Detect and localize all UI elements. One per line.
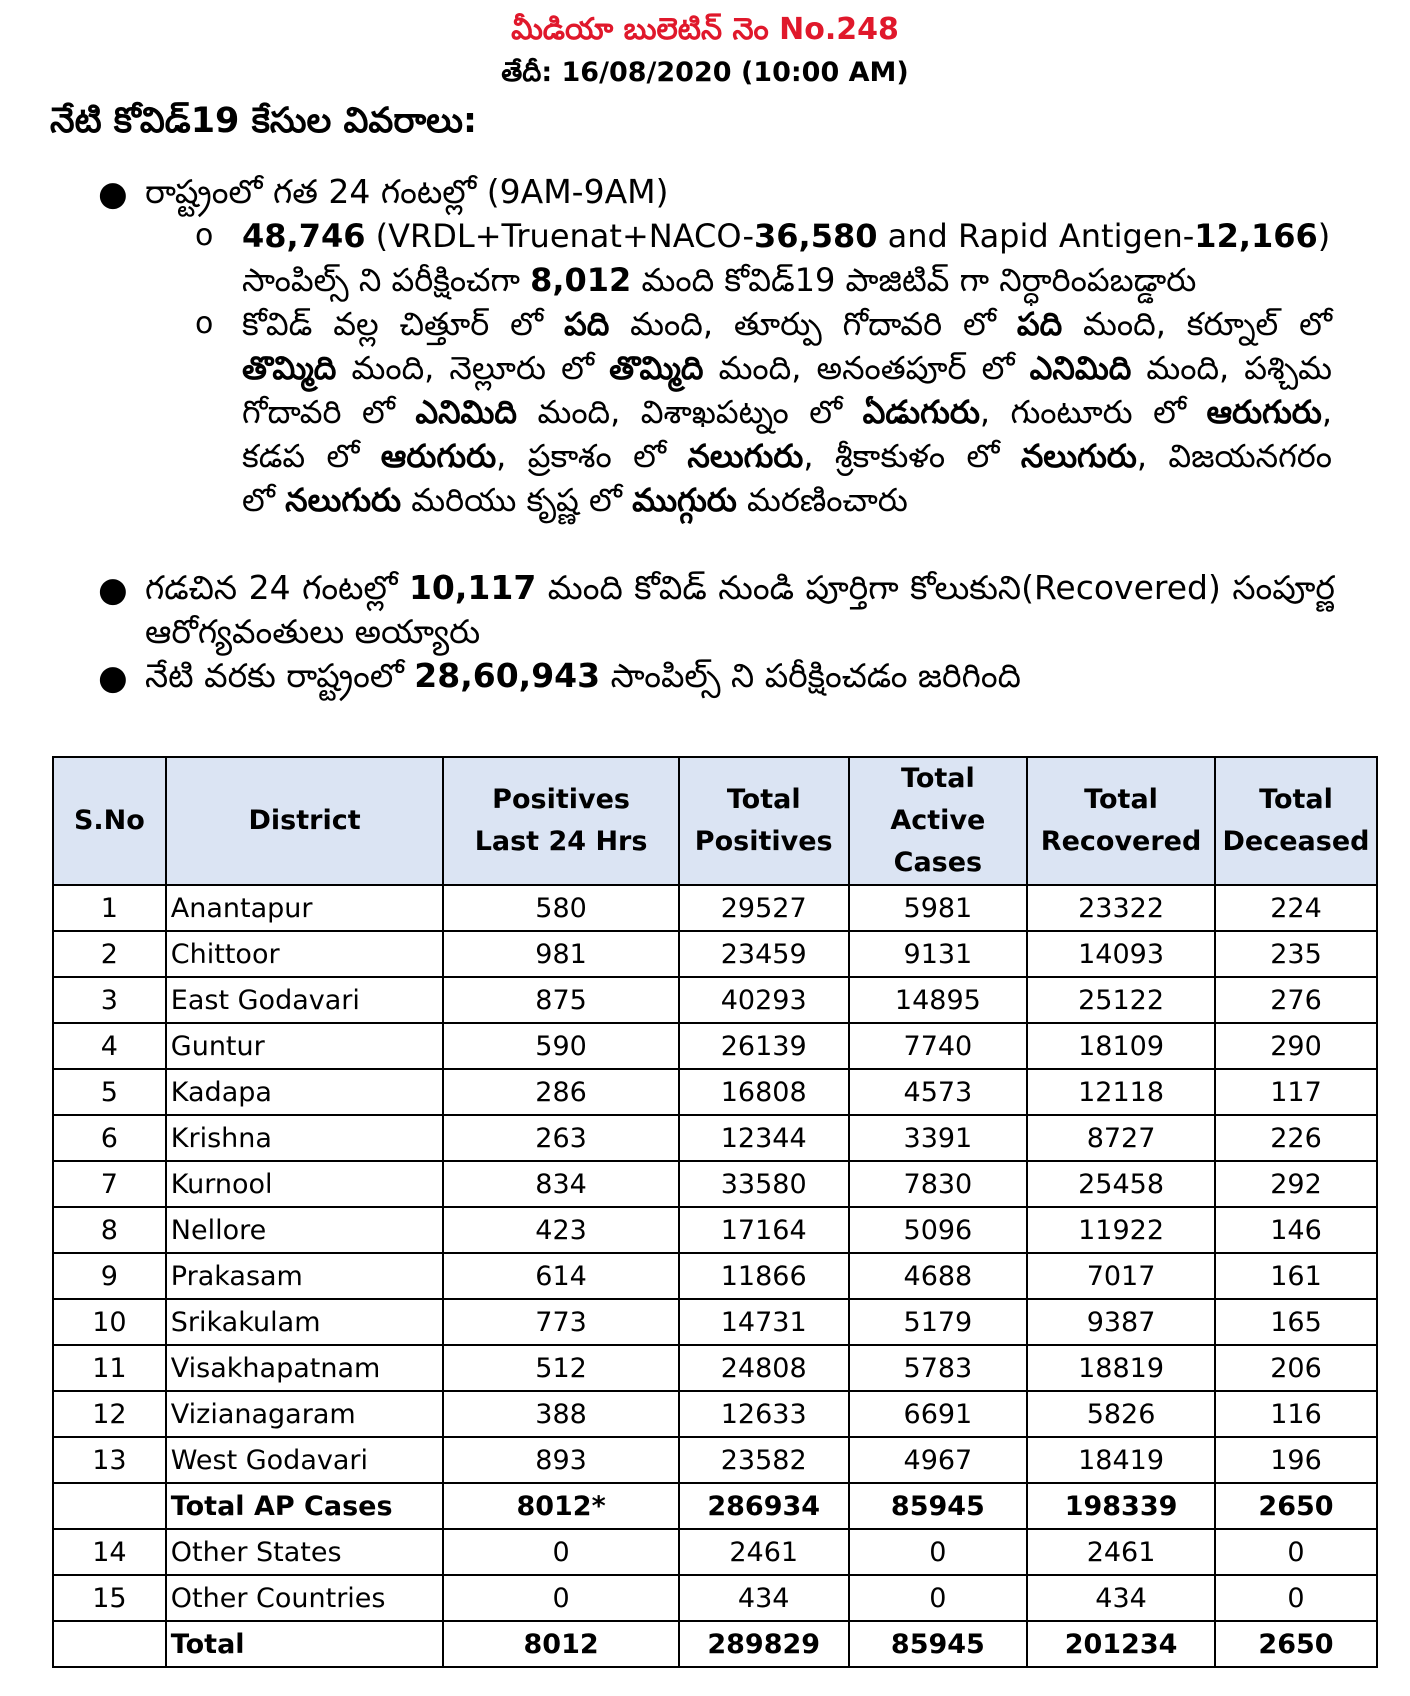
table-header-row <box>53 757 1377 885</box>
value-cell: 263 <box>443 1115 678 1161</box>
text-span: మంది, కర్నూల్ లో <box>1062 305 1333 343</box>
sub-bullet-2-line-4 <box>242 434 1332 478</box>
text-span: మరణించారు <box>736 481 908 519</box>
table-row <box>53 1069 1377 1115</box>
district-cell: Nellore <box>166 1207 444 1253</box>
value-cell: 8727 <box>1027 1115 1215 1161</box>
serial-cell: 15 <box>53 1575 166 1621</box>
table-body <box>53 885 1377 1667</box>
table-row <box>53 1207 1377 1253</box>
value-cell: 289829 <box>679 1621 849 1667</box>
value-cell: 235 <box>1215 931 1377 977</box>
value-cell: 165 <box>1215 1299 1377 1345</box>
bulletin-date <box>0 55 1410 91</box>
district-cell: Total AP Cases <box>166 1483 444 1529</box>
value-cell: 16808 <box>679 1069 849 1115</box>
text-span: మంది, పశ్చిమ <box>1131 349 1332 387</box>
text-span: సాంపిల్స్ ని పరీక్షించగా <box>242 261 531 299</box>
value-cell: 614 <box>443 1253 678 1299</box>
text-span: సాంపిల్స్ ని పరీక్షించడం జరిగింది <box>600 656 1021 695</box>
value-cell: 0 <box>443 1575 678 1621</box>
text-span: మంది, విశాఖపట్నం లో <box>517 393 863 431</box>
serial-cell: 2 <box>53 931 166 977</box>
value-cell: 33580 <box>679 1161 849 1207</box>
text-span: (VRDL+Truenat+NACO- <box>365 217 754 255</box>
table-row <box>53 1115 1377 1161</box>
text-span: లో <box>242 481 286 519</box>
serial-cell: 1 <box>53 885 166 931</box>
text-span: , విజయనగరం <box>1136 437 1332 475</box>
district-cell: Anantapur <box>166 885 444 931</box>
value-cell: 25458 <box>1027 1161 1215 1207</box>
value-cell: 12118 <box>1027 1069 1215 1115</box>
value-cell: 85945 <box>849 1483 1028 1529</box>
value-cell: 25122 <box>1027 977 1215 1023</box>
value-cell: 26139 <box>679 1023 849 1069</box>
district-cell: Guntur <box>166 1023 444 1069</box>
table-row <box>53 1437 1377 1483</box>
value-cell: 434 <box>679 1575 849 1621</box>
value-cell: 226 <box>1215 1115 1377 1161</box>
bold-span: పది <box>563 305 610 343</box>
value-cell: 196 <box>1215 1437 1377 1483</box>
table-row <box>53 1299 1377 1345</box>
value-cell: 5096 <box>849 1207 1028 1253</box>
bold-span: నలుగురు <box>285 481 402 519</box>
value-cell: 14093 <box>1027 931 1215 977</box>
date-label: తేదీ: <box>501 57 553 88</box>
column-header <box>679 757 849 885</box>
value-cell: 0 <box>849 1575 1028 1621</box>
column-header <box>1027 757 1215 885</box>
total-samples-count: 28,60,943 <box>414 656 601 695</box>
serial-cell: 8 <box>53 1207 166 1253</box>
value-cell: 146 <box>1215 1207 1377 1253</box>
bold-span: పది <box>1016 305 1063 343</box>
table-row <box>53 1345 1377 1391</box>
value-cell: 201234 <box>1027 1621 1215 1667</box>
bold-span: ఎనిమిది <box>415 393 518 431</box>
district-cell: Total <box>166 1621 444 1667</box>
serial-cell: 12 <box>53 1391 166 1437</box>
district-cell: Other Countries <box>166 1575 444 1621</box>
bullet-1-text: రాష్ట్రంలో గత 24 గంటల్లో (9AM-9AM) <box>145 172 669 211</box>
column-header-line: Total <box>900 763 975 794</box>
value-cell: 23322 <box>1027 885 1215 931</box>
sub-bullet-marker: o <box>195 218 214 253</box>
samples-tested-count: 48,746 <box>242 217 366 255</box>
text-span: మంది, నెల్లూరు లో <box>336 349 610 387</box>
value-cell: 8012* <box>443 1483 678 1529</box>
antigen-count: 12,166 <box>1194 217 1318 255</box>
value-cell: 117 <box>1215 1069 1377 1115</box>
serial-cell: 4 <box>53 1023 166 1069</box>
value-cell: 18419 <box>1027 1437 1215 1483</box>
value-cell: 388 <box>443 1391 678 1437</box>
bold-span: నలుగురు <box>687 437 804 475</box>
value-cell: 7830 <box>849 1161 1028 1207</box>
column-header-line: Positives <box>694 826 833 857</box>
sub-bullet-marker: o <box>195 306 214 341</box>
column-header-line: Total <box>1084 784 1158 815</box>
bullet-dot: ● <box>98 658 128 698</box>
column-header-line: Active Cases <box>890 805 986 878</box>
value-cell: 9131 <box>849 931 1028 977</box>
value-cell: 14731 <box>679 1299 849 1345</box>
table-row <box>53 1621 1377 1667</box>
value-cell: 580 <box>443 885 678 931</box>
district-cell: Krishna <box>166 1115 444 1161</box>
text-span: కడప లో <box>242 437 381 475</box>
serial-cell: 5 <box>53 1069 166 1115</box>
value-cell: 40293 <box>679 977 849 1023</box>
value-cell: 23459 <box>679 931 849 977</box>
serial-cell: 10 <box>53 1299 166 1345</box>
bullet-dot: ● <box>98 570 128 610</box>
value-cell: 23582 <box>679 1437 849 1483</box>
column-header-line: Total <box>1259 784 1333 815</box>
value-cell: 2650 <box>1215 1621 1377 1667</box>
text-span: గడచిన 24 గంటల్లో <box>145 568 409 607</box>
text-span: , ప్రకాశం లో <box>496 437 688 475</box>
value-cell: 2650 <box>1215 1483 1377 1529</box>
value-cell: 4573 <box>849 1069 1028 1115</box>
serial-cell: 11 <box>53 1345 166 1391</box>
table-row <box>53 1161 1377 1207</box>
value-cell: 512 <box>443 1345 678 1391</box>
value-cell: 85945 <box>849 1621 1028 1667</box>
district-cell: East Godavari <box>166 977 444 1023</box>
value-cell: 224 <box>1215 885 1377 931</box>
value-cell: 7740 <box>849 1023 1028 1069</box>
text-span: మంది కోవిడ్ నుండి పూర్తిగా కోలుకుని(Recovered) సంపూర్ణ <box>536 568 1335 607</box>
text-span: మరియు కృష్ణ లో <box>401 481 633 519</box>
column-header <box>1215 757 1377 885</box>
value-cell: 11922 <box>1027 1207 1215 1253</box>
date-value: 16/08/2020 (10:00 AM) <box>552 57 909 88</box>
serial-cell: 14 <box>53 1529 166 1575</box>
serial-cell: 6 <box>53 1115 166 1161</box>
sub-bullet-2-line-3 <box>242 390 1332 434</box>
value-cell: 5179 <box>849 1299 1028 1345</box>
table-row <box>53 1253 1377 1299</box>
bulletin-title: మీడియా బులెటిన్ నెం No.248 <box>511 12 899 47</box>
section-heading: నేటి కోవిడ్19 కేసుల వివరాలు: <box>50 101 478 141</box>
sub-bullet-1-line-2 <box>242 258 1332 302</box>
table-row <box>53 1529 1377 1575</box>
value-cell: 276 <box>1215 977 1377 1023</box>
text-span: , గుంటూరు లో <box>979 393 1207 431</box>
serial-cell: 3 <box>53 977 166 1023</box>
district-cases-table <box>52 756 1378 1668</box>
value-cell: 206 <box>1215 1345 1377 1391</box>
district-cell: Prakasam <box>166 1253 444 1299</box>
district-cell: Kadapa <box>166 1069 444 1115</box>
value-cell: 7017 <box>1027 1253 1215 1299</box>
value-cell: 9387 <box>1027 1299 1215 1345</box>
district-cell: West Godavari <box>166 1437 444 1483</box>
bullet-dot: ● <box>98 174 128 214</box>
bold-span: ఆరుగురు <box>380 437 497 475</box>
sub-bullet-1-line-1 <box>242 214 1332 258</box>
value-cell: 17164 <box>679 1207 849 1253</box>
column-header-line: Deceased <box>1222 826 1370 857</box>
positive-count: 8,012 <box>530 261 632 299</box>
text-span: మంది కోవిడ్19 పాజిటివ్ గా నిర్ధారింపబడ్డారు <box>631 261 1197 299</box>
sub-bullet-2-line-1 <box>242 302 1332 346</box>
value-cell: 0 <box>849 1529 1028 1575</box>
text-span: కోవిడ్ వల్ల చిత్తూర్ లో <box>242 305 564 343</box>
value-cell: 292 <box>1215 1161 1377 1207</box>
value-cell: 24808 <box>679 1345 849 1391</box>
value-cell: 2461 <box>679 1529 849 1575</box>
column-header: District <box>166 757 444 885</box>
table-row <box>53 977 1377 1023</box>
value-cell: 434 <box>1027 1575 1215 1621</box>
value-cell: 893 <box>443 1437 678 1483</box>
column-header <box>443 757 678 885</box>
district-cell: Vizianagaram <box>166 1391 444 1437</box>
table-row <box>53 1391 1377 1437</box>
value-cell: 12633 <box>679 1391 849 1437</box>
serial-cell: 13 <box>53 1437 166 1483</box>
district-cell: Chittoor <box>166 931 444 977</box>
district-cell: Other States <box>166 1529 444 1575</box>
table-row <box>53 931 1377 977</box>
value-cell: 286934 <box>679 1483 849 1529</box>
table-row <box>53 1483 1377 1529</box>
bold-span: ముగ్గురు <box>632 481 737 519</box>
recovered-count: 10,117 <box>408 568 537 607</box>
value-cell: 2461 <box>1027 1529 1215 1575</box>
column-header-line: Recovered <box>1040 826 1202 857</box>
serial-cell <box>53 1483 166 1529</box>
value-cell: 0 <box>1215 1529 1377 1575</box>
text-span: ) <box>1317 217 1331 255</box>
bullet-2-line-1 <box>145 566 1335 610</box>
serial-cell <box>53 1621 166 1667</box>
table-row <box>53 885 1377 931</box>
value-cell: 590 <box>443 1023 678 1069</box>
value-cell: 198339 <box>1027 1483 1215 1529</box>
bold-span: తొమ్మిది <box>242 349 337 387</box>
value-cell: 5981 <box>849 885 1028 931</box>
text-span: and Rapid Antigen- <box>877 217 1195 255</box>
bold-span: ఎనిమిది <box>1029 349 1132 387</box>
value-cell: 18819 <box>1027 1345 1215 1391</box>
text-span: నేటి వరకు రాష్ట్రంలో <box>145 656 415 695</box>
bullet-3-text <box>145 654 1021 698</box>
bold-span: ఆరుగురు <box>1206 393 1322 431</box>
value-cell: 14895 <box>849 977 1028 1023</box>
text-span: , <box>1321 393 1333 431</box>
value-cell: 4688 <box>849 1253 1028 1299</box>
value-cell: 3391 <box>849 1115 1028 1161</box>
value-cell: 11866 <box>679 1253 849 1299</box>
value-cell: 834 <box>443 1161 678 1207</box>
district-cell: Srikakulam <box>166 1299 444 1345</box>
column-header-line: Positives <box>492 784 630 815</box>
value-cell: 0 <box>443 1529 678 1575</box>
value-cell: 5826 <box>1027 1391 1215 1437</box>
column-header-line: Total <box>726 784 801 815</box>
value-cell: 4967 <box>849 1437 1028 1483</box>
bullet-2-line-2: ఆరోగ్యవంతులు అయ్యారు <box>145 612 481 651</box>
district-cell: Visakhapatnam <box>166 1345 444 1391</box>
value-cell: 875 <box>443 977 678 1023</box>
bold-span: తొమ్మిది <box>609 349 704 387</box>
text-span: , శ్రీకాకుళం లో <box>803 437 1021 475</box>
sub-bullet-2-line-5 <box>242 478 1332 522</box>
value-cell: 423 <box>443 1207 678 1253</box>
table-row <box>53 1575 1377 1621</box>
column-header: S.No <box>53 757 166 885</box>
value-cell: 5783 <box>849 1345 1028 1391</box>
bold-span: నలుగురు <box>1020 437 1137 475</box>
bold-span: ఏడుగురు <box>862 393 980 431</box>
serial-cell: 7 <box>53 1161 166 1207</box>
vrdl-count: 36,580 <box>754 217 878 255</box>
value-cell: 290 <box>1215 1023 1377 1069</box>
text-span: గోదావరి లో <box>242 393 416 431</box>
value-cell: 29527 <box>679 885 849 931</box>
value-cell: 286 <box>443 1069 678 1115</box>
column-header-line: Last 24 Hrs <box>474 826 648 857</box>
table-row <box>53 1023 1377 1069</box>
value-cell: 18109 <box>1027 1023 1215 1069</box>
value-cell: 6691 <box>849 1391 1028 1437</box>
value-cell: 981 <box>443 931 678 977</box>
serial-cell: 9 <box>53 1253 166 1299</box>
text-span: మంది, అనంతపూర్ లో <box>703 349 1030 387</box>
value-cell: 116 <box>1215 1391 1377 1437</box>
value-cell: 161 <box>1215 1253 1377 1299</box>
column-header <box>849 757 1028 885</box>
text-span: మంది, తూర్పు గోదావరి లో <box>609 305 1017 343</box>
value-cell: 773 <box>443 1299 678 1345</box>
value-cell: 12344 <box>679 1115 849 1161</box>
value-cell: 0 <box>1215 1575 1377 1621</box>
value-cell: 8012 <box>443 1621 678 1667</box>
sub-bullet-2-line-2 <box>242 346 1332 390</box>
district-cell: Kurnool <box>166 1161 444 1207</box>
